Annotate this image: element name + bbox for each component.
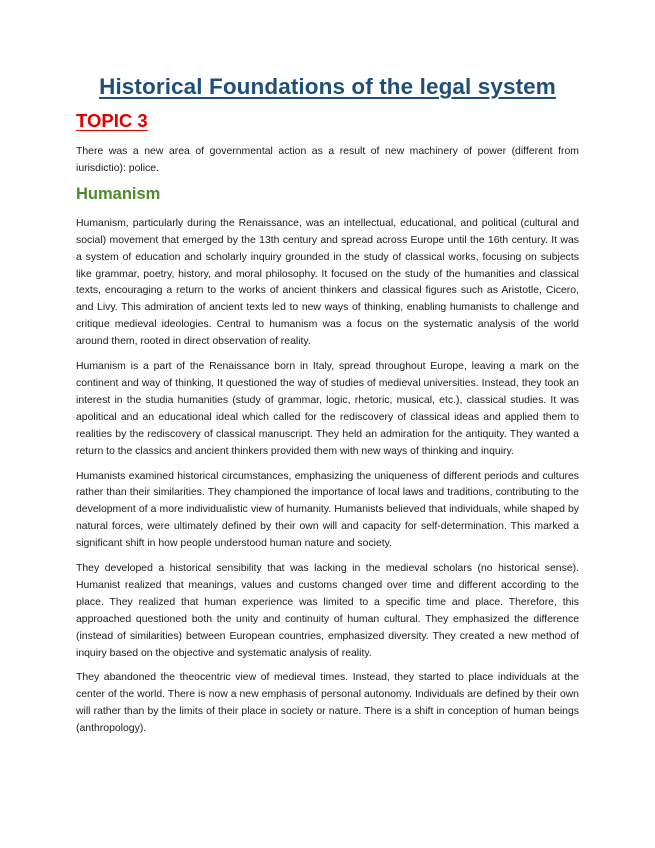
document-title: Historical Foundations of the legal system: [99, 74, 556, 99]
body-paragraph: They abandoned the theocentric view of medieval times. Instead, they started to place individuals at the center of the world. There is now a new emphasis of personal autonomy. Individuals are defined by their own will rather than by the limits of their place in society or nature. There is a shift in conception of human beings (anthropology).: [76, 672, 579, 735]
body-paragraph: Humanism, particularly during the Renaissance, was an intellectual, educational, and political (cultural and social) movement that emerged by the 13th century and spread across Europe until the 16th century. It was a system of education and scholarly inquiry grounded in the study of classical works, focusing on subjects like grammar, poetry, history, and moral philosophy. It focused on the study of the humanities and classical texts, encouraging a return to the works of ancient thinkers and classical figures such as Aristotle, Cicero, and Livy. This admiration of ancient texts led to new ways of thinking, enabling humanists to challenge and critique medieval ideologies. Central to humanism was a focus on the systematic analysis of the world around them, rooted in direct observation of reality.: [76, 217, 579, 348]
intro-paragraph: There was a new area of governmental action as a result of new machinery of power (different from iurisdictio): police.: [76, 146, 579, 174]
body-paragraph: They developed a historical sensibility that was lacking in the medieval scholars (no historical sense). Humanist realized that meanings, values and customs changed over time and different according to the place. They realized that human experience was limited to a specific time and place. Therefore, this approached questioned both the unity and continuity of human cultural. They emphasized the difference (instead of similarities) between European countries, emphasized diversity. They created a new method of inquiry based on the objective and systematic analysis of reality.: [76, 563, 579, 659]
body-paragraph: Humanism is a part of the Renaissance born in Italy, spread throughout Europe, leaving a mark on the continent and way of thinking, It questioned the way of studies of medieval universities. Instead, they took an interest in the studia humanities (study of grammar, logic, rhetoric, musical, etc.), classical studies. It was apolitical and an educational ideal which called for the rediscovery of classical ideas and applied them to realities by the rediscovery of classical manuscript. They held an admiration for the antiquity. They wanted a return to the classics and ancient thinkers provided them with new ways of thinking and inquiry.: [76, 361, 579, 457]
section-heading-humanism: Humanism: [76, 184, 161, 203]
topic-heading: TOPIC 3: [76, 110, 148, 131]
body-paragraph: Humanists examined historical circumstances, emphasizing the uniqueness of different periods and cultures rather than their similarities. They championed the importance of local laws and traditions, contributing to the development of a more individualistic view of humanity. Humanists believed that individuals, while shaped by natural forces, were ultimately defined by their own will and capacity for self-determination. This marked a significant shift in how people understood human nature and society.: [76, 470, 579, 550]
